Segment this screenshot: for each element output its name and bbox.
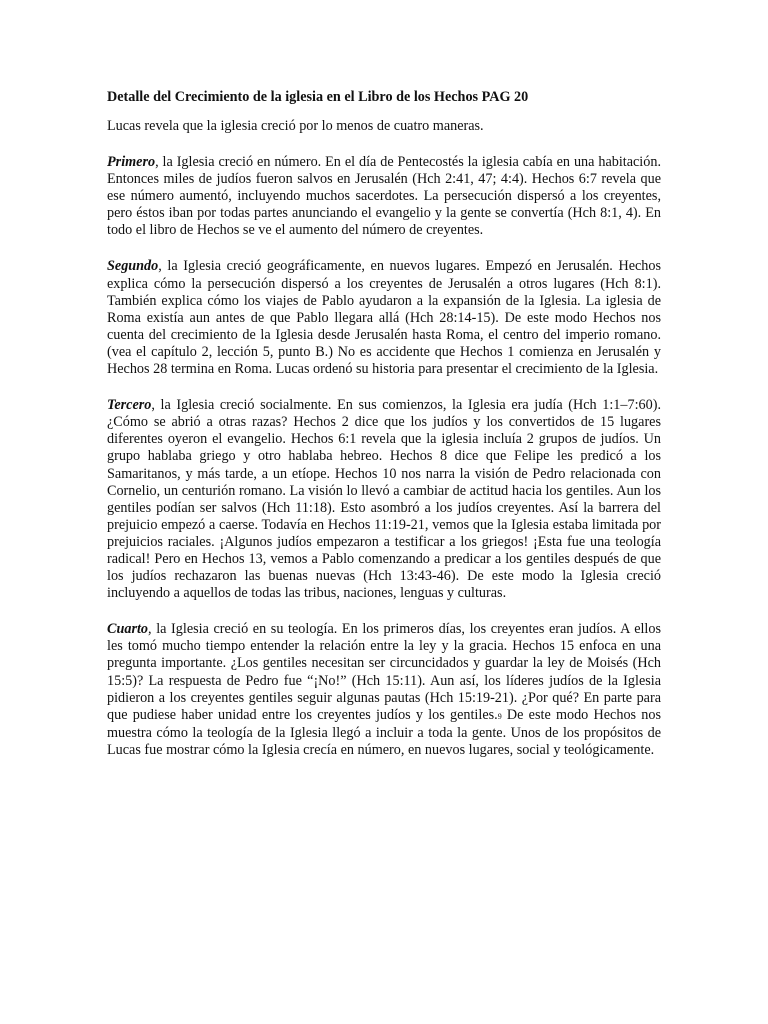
paragraph-text: , la Iglesia creció geográficamente, en nuevos lugares. Empezó en Jerusalén. Hechos explica cómo la persecución dispersó a los creyentes de Jerusalén a otros lugares (Hch 8:1). También explica cómo los viajes de Pablo ayudaron a la expansión de la Iglesia. La iglesia de Roma existía aun antes de que Pablo llegara allá (Hch 28:14-15). De este modo Hechos nos cuenta del crecimiento de la Iglesia desde Jerusalén hasta Roma, el centro del imperio romano. (vea el capítulo 2, lección 5, punto B.) No es accidente que Hechos 1 comienza en Jerusalén y Hechos 28 termina en Roma. Lucas ordenó su historia para presentar el crecimiento de la Iglesia. [107, 258, 661, 378]
footnote-marker: 9 [497, 711, 502, 721]
document-title: Detalle del Crecimiento de la iglesia en el Libro de los Hechos PAG 20 [107, 89, 529, 105]
paragraph-cuarto [107, 621, 661, 759]
document-body [107, 88, 661, 778]
paragraph-lead: Primero [107, 154, 156, 170]
paragraph-tercero [107, 397, 661, 602]
paragraph-text: , la Iglesia creció en número. En el día de Pentecostés la iglesia cabía en una habitación. Entonces miles de judíos fueron salvos en Jerusalén (Hch 2:41, 47; 4:4). Hechos 6:7 revela que ese número aumentó, incluyendo muchos sacerdotes. La persecución dispersó a los creyentes, pero éstos iban por todas partes anunciando el evangelio y la gente se convertía (Hch 8:1, 4). En todo el libro de Hechos se ve el aumento del número de creyentes. [107, 154, 661, 239]
paragraph-lead: Cuarto [107, 621, 149, 638]
paragraph-segundo [107, 258, 661, 378]
paragraph-text: , la Iglesia creció socialmente. En sus comienzos, la Iglesia era judía (Hch 1:1–7:60). ¿Cómo se abrió a otras razas? Hechos 2 dice que los judíos y los convertidos de 15 lugares diferentes oyeron el evangelio. Hechos 6:1 revela que la iglesia incluía 2 grupos de judíos. Un grupo hablaba griego y otro hablaba hebreo. Hechos 8 dice que Felipe les predicó a los Samaritanos, y más tarde, a un etíope. Hechos 10 nos narra la visión de Pedro relacionada con Cornelio, un centurión romano. La visión lo llevó a cambiar de actitud hacia los gentiles. Aun los gentiles podían ser salvos (Hch 11:18). Esto asombró a los judíos creyentes. Así la barrera del prejuicio empezó a caerse. Todavía en Hechos 11:19-21, vemos que la Iglesia estaba limitada por prejuicios raciales. ¡Algunos judíos empezaron a testificar a los griegos! ¡Esta fue una teología radical! Pero en Hechos 13, vemos a Pablo comenzando a predicar a los gentiles después de que los judíos rechazaron las buenas nuevas (Hch 13:43-46). De este modo la Iglesia creció incluyendo a aquellos de todas las tribus, naciones, lenguas y culturas. [107, 397, 661, 602]
paragraph-lead: Segundo [107, 258, 159, 275]
paragraph-lead: Tercero [107, 397, 152, 414]
paragraph-text: , la Iglesia creció en su teología. En los primeros días, los creyentes eran judíos. A ellos les tomó mucho tiempo entender la relación entre la ley y la gracia. Hechos 15 enfoca en una pregunta importante. ¿Los gentiles necesitan ser circuncidados y guardar la ley de Moisés (Hch 15:5)? La respuesta de Pedro fue “¡No!” (Hch 15:11). Aun así, los líderes judíos de la Iglesia pidieron a los creyentes gentiles seguir algunas pautas (Hch 15:19-21). ¿Por qué? En parte para que pudiese haber unidad entre los creyentes judíos y los gentiles. [107, 621, 661, 723]
paragraph-text-continued: De este modo Hechos nos muestra cómo la teología de la Iglesia llegó a incluir a toda la gente. Unos de los propósitos de Lucas fue mostrar cómo la Iglesia crecía en número, en nuevos lugares, social y teológicamente. [107, 706, 661, 758]
paragraph-primero [107, 154, 661, 239]
intro-paragraph: Lucas revela que la iglesia creció por lo menos de cuatro maneras. [107, 118, 484, 134]
